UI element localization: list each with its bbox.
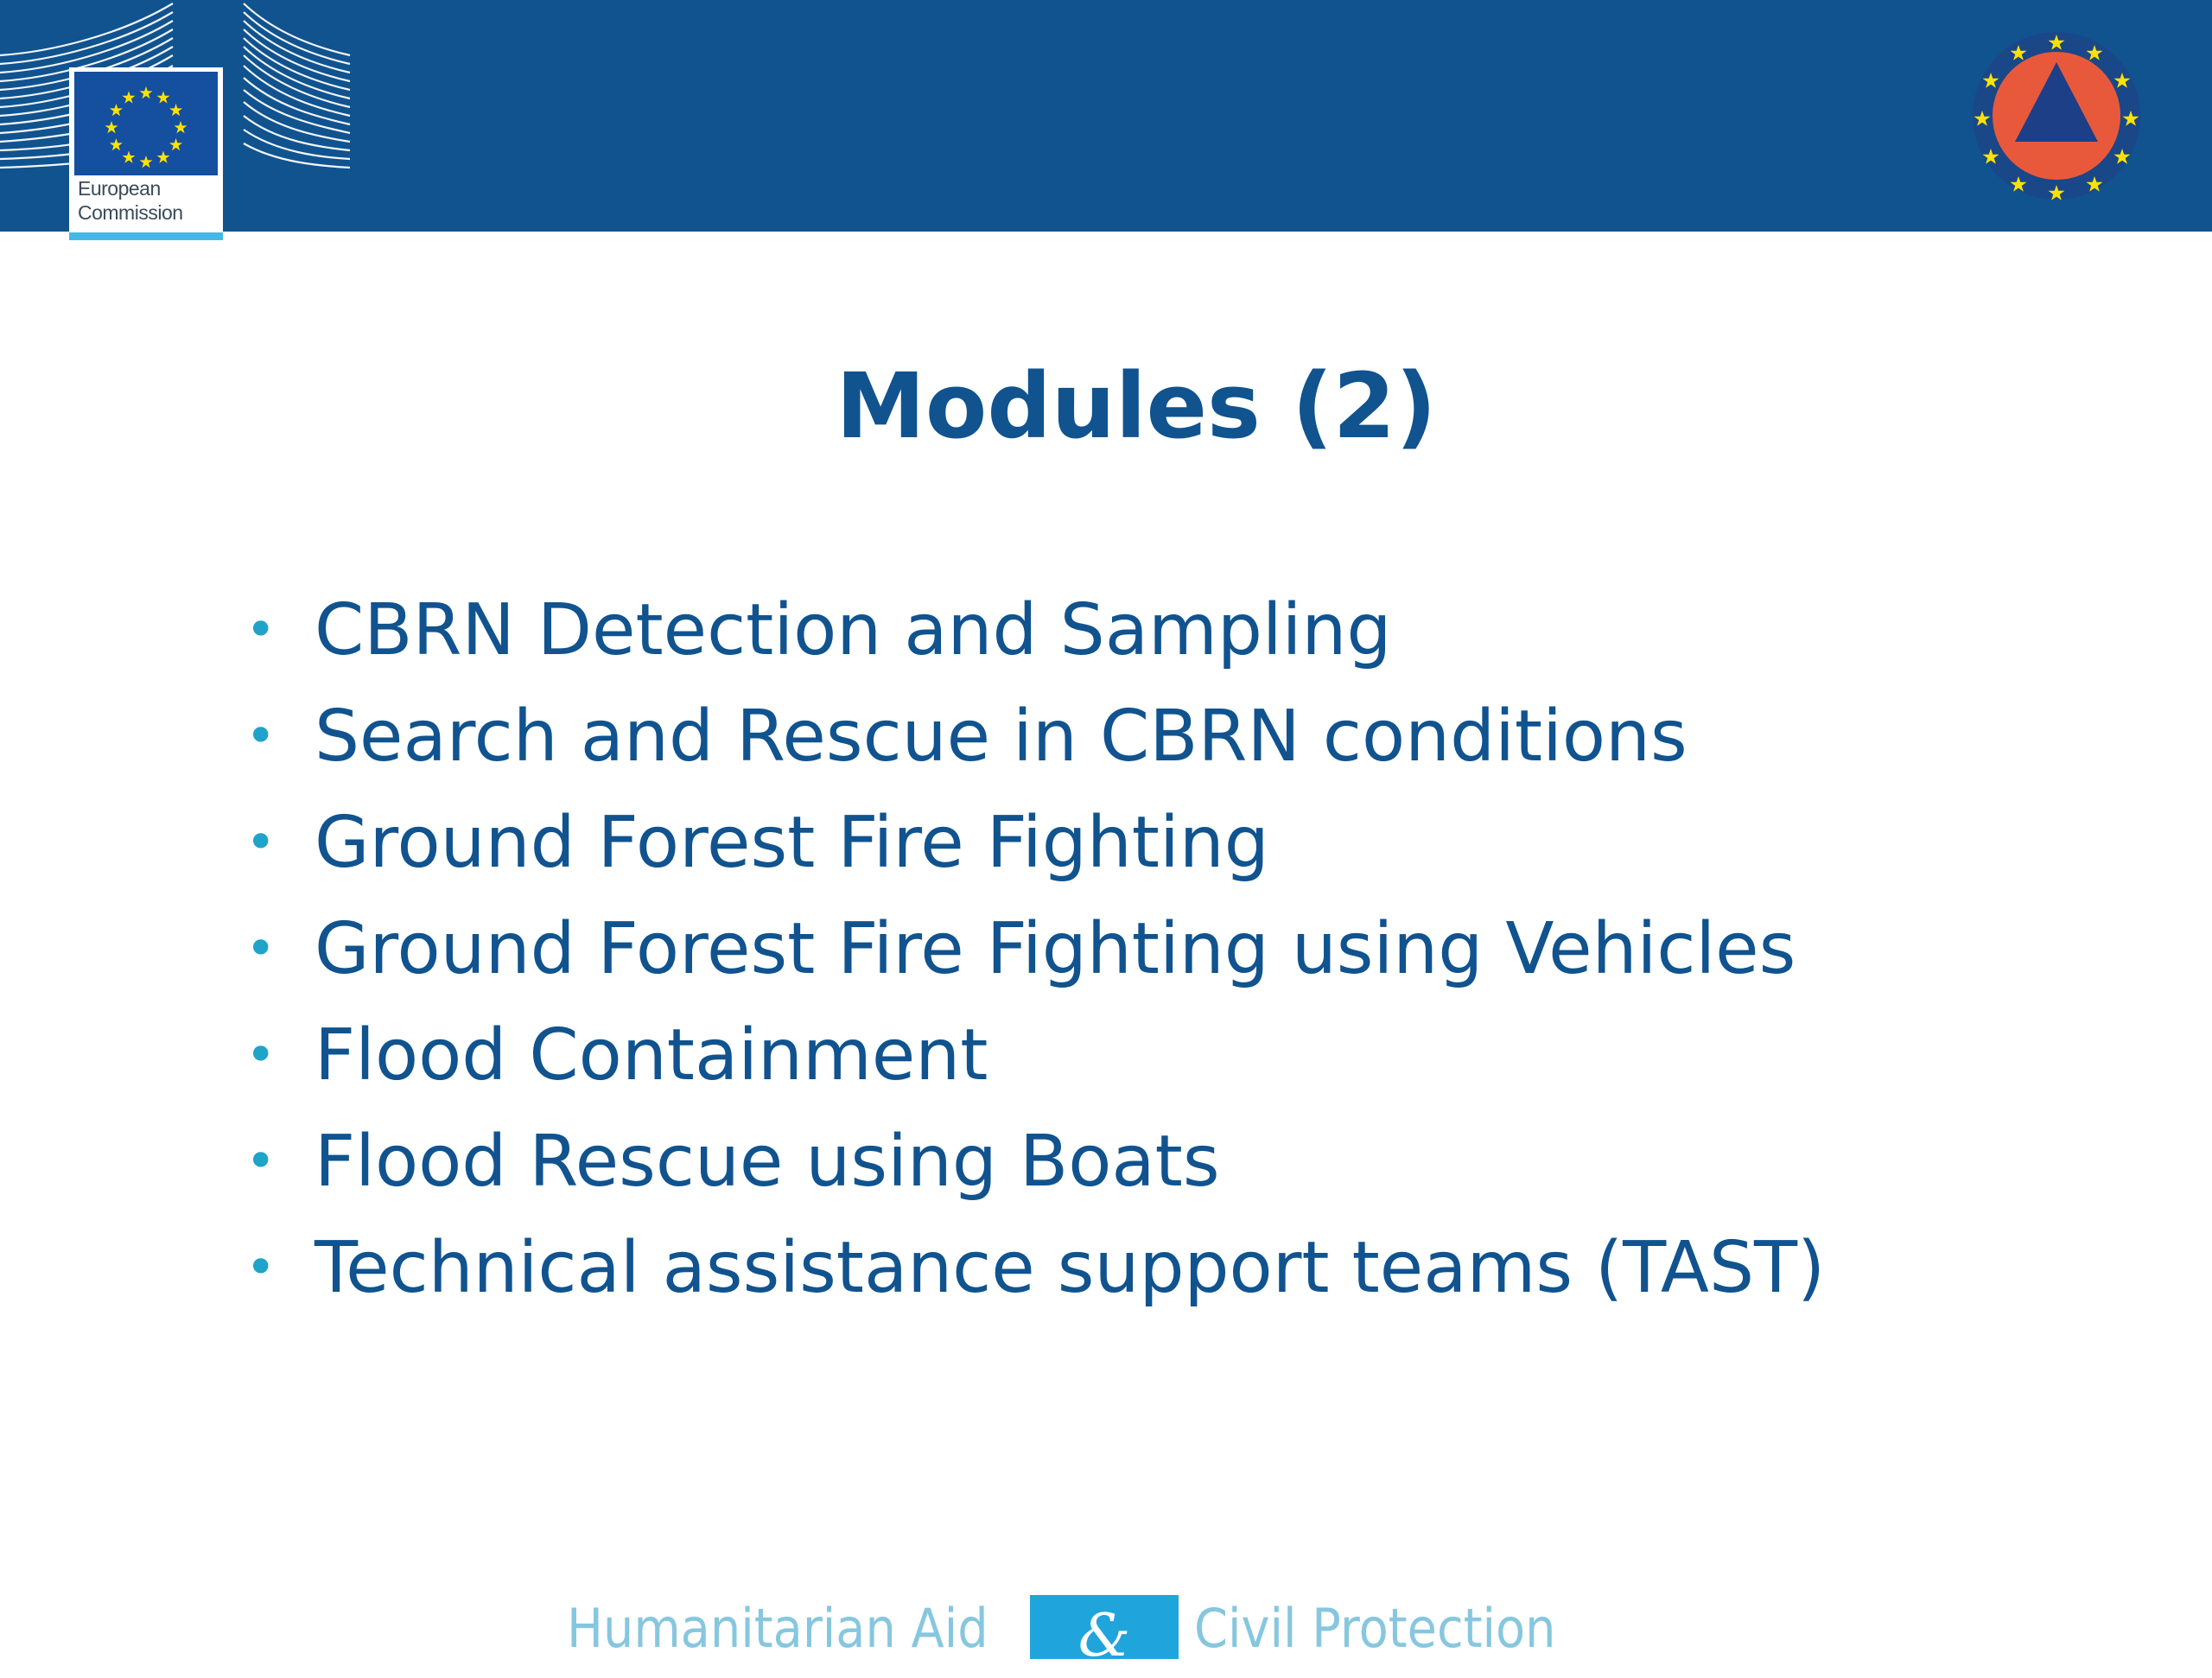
header-band <box>0 0 2212 232</box>
civil-protection-emblem-icon <box>1970 29 2143 202</box>
list-item <box>233 896 1825 1002</box>
list-item <box>233 683 1825 790</box>
list-item-text: Flood Containment <box>315 1014 988 1096</box>
bullet-icon: • <box>245 918 276 979</box>
bullet-icon: • <box>245 600 276 660</box>
list-item-text: Search and Rescue in CBRN conditions <box>315 696 1688 778</box>
footer-banner <box>567 1595 1586 1670</box>
ec-logo-line2: Commission <box>78 201 183 224</box>
slide-title: Modules (2) <box>836 353 1437 459</box>
bullet-icon: • <box>245 1025 276 1085</box>
ec-logo-line1: European <box>78 177 161 200</box>
footer-ampersand: & <box>1030 1595 1179 1659</box>
list-item-text: Flood Rescue using Boats <box>315 1121 1220 1203</box>
list-item <box>233 1109 1825 1215</box>
list-item-text: Technical assistance support teams (TAST) <box>315 1227 1826 1309</box>
ec-logo-underline <box>69 232 223 240</box>
footer-humanitarian-aid: Humanitarian Aid <box>567 1597 988 1660</box>
ec-logo-text <box>78 176 220 225</box>
list-item <box>233 790 1825 896</box>
bullet-icon: • <box>245 1237 276 1298</box>
footer-civil-protection: Civil Protection <box>1194 1597 1556 1660</box>
list-item-text: CBRN Detection and Sampling <box>315 589 1392 671</box>
list-item-text: Ground Forest Fire Fighting using Vehicles <box>315 908 1796 990</box>
module-list <box>233 577 1825 1321</box>
bullet-icon: • <box>245 812 276 873</box>
bullet-icon: • <box>245 706 276 766</box>
bullet-icon: • <box>245 1131 276 1192</box>
list-item-text: Ground Forest Fire Fighting <box>315 802 1269 884</box>
european-commission-logo <box>69 67 223 240</box>
list-item <box>233 577 1825 683</box>
list-item <box>233 1002 1825 1109</box>
list-item <box>233 1215 1825 1321</box>
eu-flag-icon <box>74 72 218 175</box>
